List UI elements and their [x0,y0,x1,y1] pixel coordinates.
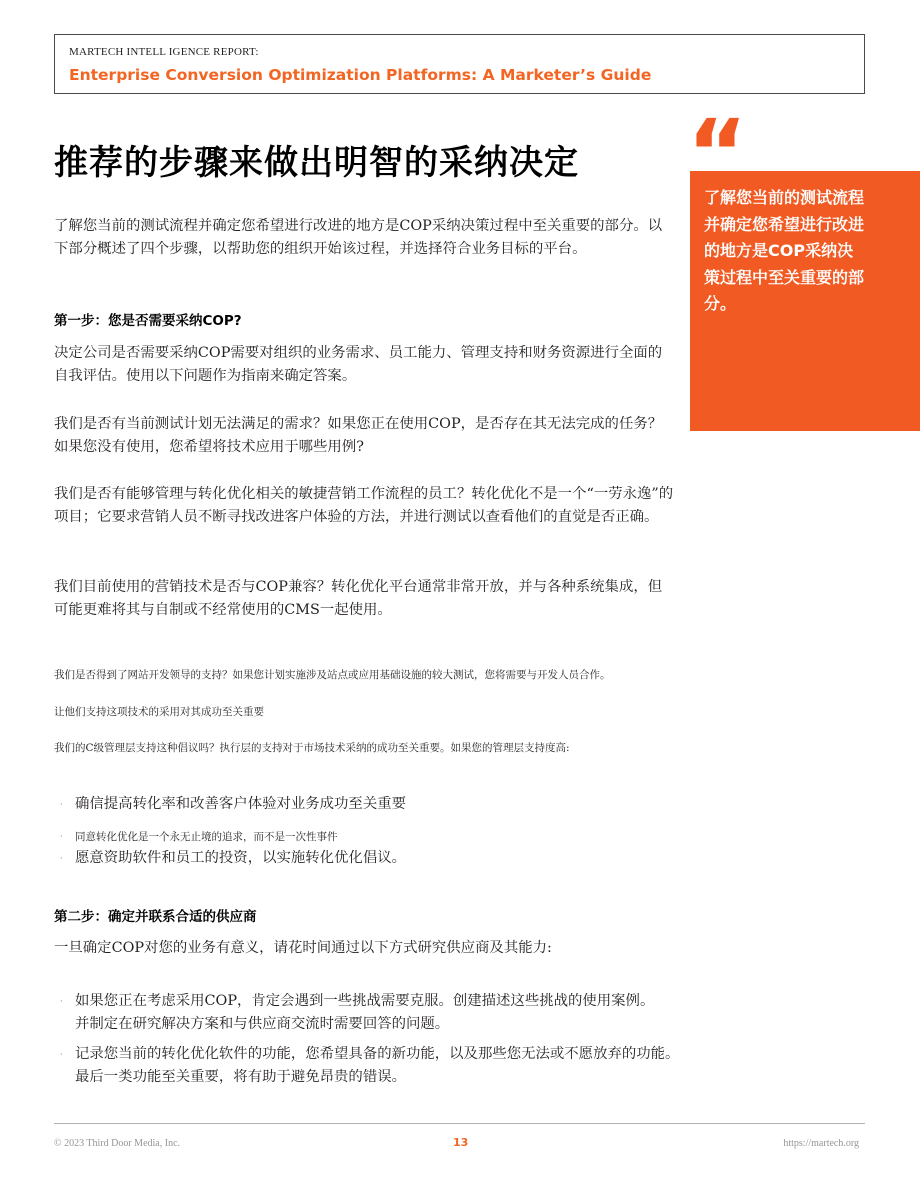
bullet-text: 记录您当前的转化优化软件的功能，您希望具备的新功能，以及那些您无法或不愿放弃的功能。最后一类功能至关重要，将有助于避免昂贵的错误。 [75,1046,680,1085]
step2-bullet [60,1043,680,1089]
bullet-icon: · [60,800,63,809]
step1-small-line: 让他们支持这项技术的采用对其成功至关重要 [54,706,264,718]
footer-copyright: © 2023 Third Door Media, Inc. [54,1138,181,1149]
pull-quote-box [690,171,920,431]
bullet-text: 同意转化优化是一个永无止境的追求，而不是一次性事件 [75,831,338,843]
bullet-text: 确信提高转化率和改善客户体验对业务成功至关重要 [75,796,406,812]
step1-bullet [60,830,338,844]
step1-paragraph: 我们是否有能够管理与转化优化相关的敏捷营销工作流程的员工？转化优化不是一个“一劳永逸”的项目；它要求营销人员不断寻找改进客户体验的方法，并进行测试以查看他们的直觉是否正确。 [54,486,674,525]
quote-mark-icon: “ [687,100,748,207]
footer-divider [54,1123,865,1124]
step1-paragraph: 我们目前使用的营销技术是否与COP兼容？转化优化平台通常非常开放，并与各种系统集成，但可能更难将其与自制或不经常使用的CMS一起使用。 [54,579,663,618]
bullet-icon: · [60,997,63,1006]
bullet-icon: · [60,832,63,841]
step2-bullet [60,990,660,1036]
pull-quote-text: 了解您当前的测试流程并确定您希望进行改进的地方是COP采纳决策过程中至关重要的部分。 [704,188,865,313]
intro-paragraph: 了解您当前的测试流程并确定您希望进行改进的地方是COP采纳决策过程中至关重要的部分。以下部分概述了四个步骤，以帮助您的组织开始该过程，并选择符合业务目标的平台。 [54,218,663,257]
report-title: Enterprise Conversion Optimization Platforms: A Marketer’s Guide [69,66,652,84]
report-header [54,34,865,94]
footer-page-number: 13 [453,1136,469,1149]
step1-small-line: 我们的C级管理层支持这种倡议吗？执行层的支持对于市场技术采纳的成功至关重要。如果您的管理层支持度高: [54,742,570,754]
step1-bullet [60,793,670,816]
bullet-icon: · [60,854,63,863]
bullet-icon: · [60,1050,63,1059]
step1-heading: 第一步：您是否需要采纳COP? [54,313,242,329]
bullet-text: 如果您正在考虑采用COP，肯定会遇到一些挑战需要克服。创建描述这些挑战的使用案例。并制定在研究解决方案和与供应商交流时需要回答的问题。 [75,993,655,1032]
step1-paragraph: 我们是否有当前测试计划无法满足的需求？如果您正在使用COP，是否存在其无法完成的任务？如果您没有使用，您希望将技术应用于哪些用例? [54,416,663,455]
bullet-text: 愿意资助软件和员工的投资，以实施转化优化倡议。 [75,850,406,866]
footer-url[interactable]: https://martech.org [783,1138,859,1149]
page-heading: 推荐的步骤来做出明智的采纳决定 [54,143,579,183]
step1-bullet [60,847,670,870]
step1-paragraph: 决定公司是否需要采纳COP需要对组织的业务需求、员工能力、管理支持和财务资源进行全面的自我评估。使用以下问题作为指南来确定答案。 [54,345,663,384]
step1-small-line: 我们是否得到了网站开发领导的支持？如果您计划实施涉及站点或应用基础设施的较大测试，您将需要与开发人员合作。 [54,669,611,681]
step2-heading: 第二步：确定并联系合适的供应商 [54,909,257,925]
report-label: MARTECH INTELL IGENCE REPORT: [69,46,259,58]
step2-paragraph: 一旦确定COP对您的业务有意义，请花时间通过以下方式研究供应商及其能力: [54,940,552,956]
